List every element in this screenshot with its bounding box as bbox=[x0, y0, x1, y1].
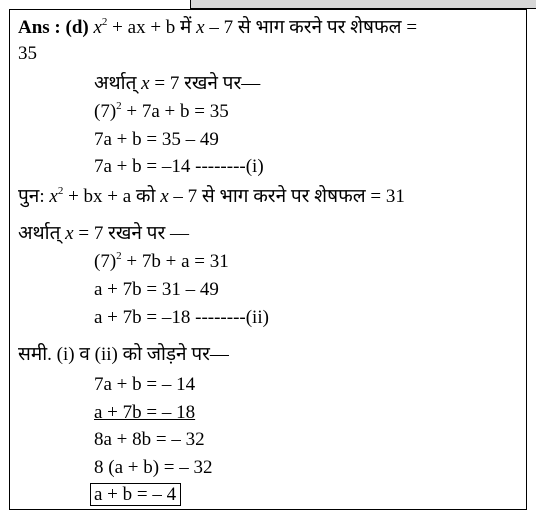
substitution-note: अर्थात् x = 7 रखने पर— bbox=[94, 73, 261, 94]
equation-i: 7a + b = –14 --------(i) bbox=[94, 156, 264, 177]
equation-ii: a + 7b = –18 --------(ii) bbox=[94, 307, 269, 328]
equation-line: 8a + 8b = – 32 bbox=[94, 429, 205, 450]
solution-box bbox=[9, 9, 527, 510]
equation-line: 7a + b = – 14 bbox=[94, 374, 196, 395]
header-strip bbox=[190, 0, 536, 9]
addition-note: समी. (i) व (ii) को जोड़ने पर— bbox=[18, 344, 229, 365]
answer-line: Ans : (d) $x^2$ + ax + b में x – 7 से भाग करने पर शेषफल = bbox=[18, 16, 418, 38]
equation-line: $(7)^2 + 7a + b = 35$ bbox=[94, 100, 229, 122]
final-answer bbox=[94, 483, 181, 507]
answer-label: Ans : (d) bbox=[18, 17, 89, 38]
final-answer-box: a + b = – 4 bbox=[90, 483, 181, 506]
substitution-note: अर्थात् x = 7 रखने पर –– bbox=[18, 223, 189, 244]
answer-value-line: 35 bbox=[18, 43, 37, 64]
equation-line: 7a + b = 35 – 49 bbox=[94, 129, 219, 150]
equation-line: $(7)^2 + 7b + a = 31$ bbox=[94, 250, 229, 272]
second-condition-line: पुन: $x^2$ + bx + a को x – 7 से भाग करने पर शेषफल = 31 bbox=[18, 185, 405, 207]
equation-line: a + 7b = – 18 bbox=[94, 402, 196, 423]
equation-line: a + 7b = 31 – 49 bbox=[94, 279, 219, 300]
equation-line: 8 (a + b) = – 32 bbox=[94, 457, 213, 478]
